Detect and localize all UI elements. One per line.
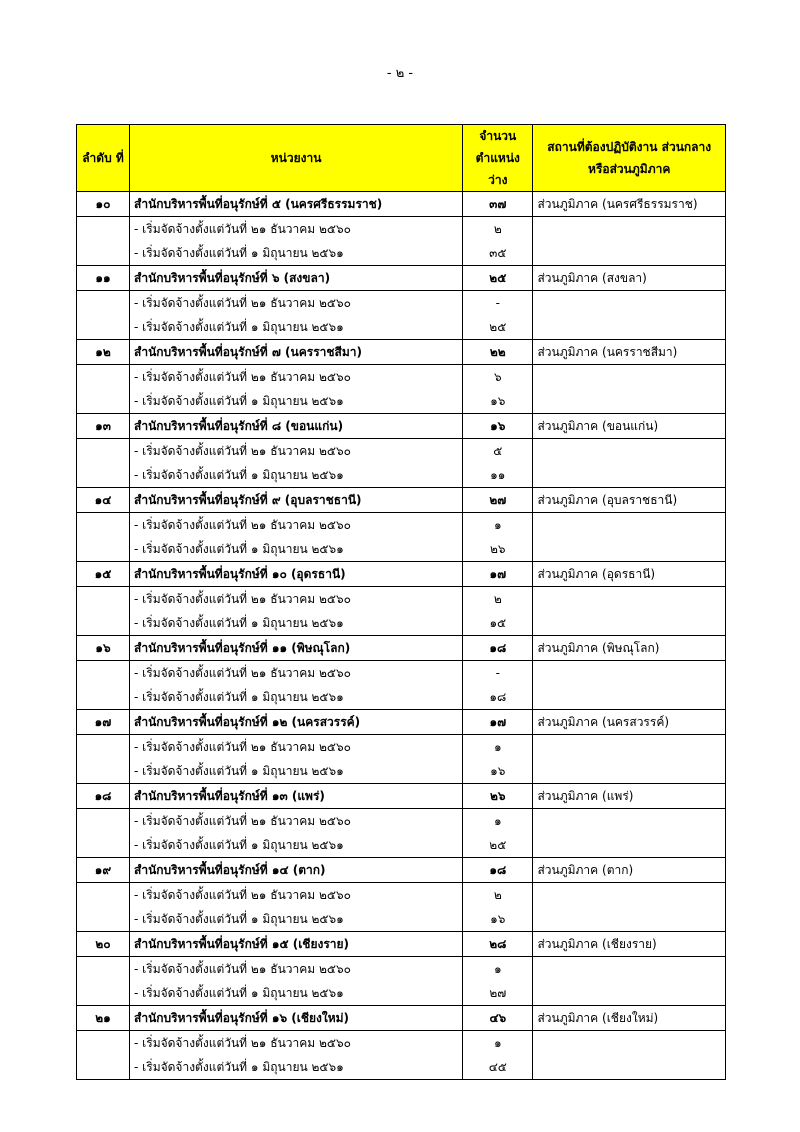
unit-name: สำนักบริหารพื้นที่อนุรักษ์ที่ ๕ (นครศรีธรรมราช) xyxy=(130,192,463,217)
sub-item-start-dec: - เริ่มจัดจ้างตั้งแต่วันที่ ๒๑ ธันวาคม ๒๕๖๐ xyxy=(130,661,463,686)
empty-cell xyxy=(533,809,726,834)
empty-cell xyxy=(77,833,130,858)
sub-item-start-dec: - เริ่มจัดจ้างตั้งแต่วันที่ ๒๑ ธันวาคม ๒๕๖๐ xyxy=(130,365,463,390)
empty-cell xyxy=(533,439,726,464)
work-location: ส่วนภูมิภาค (เชียงราย) xyxy=(533,932,726,957)
sub-count-dec: ๑ xyxy=(463,513,533,538)
table-row xyxy=(77,463,726,488)
sub-item-start-dec: - เริ่มจัดจ้างตั้งแต่วันที่ ๒๑ ธันวาคม ๒๕๖๐ xyxy=(130,587,463,612)
unit-name: สำนักบริหารพื้นที่อนุรักษ์ที่ ๙ (อุบลราชธานี) xyxy=(130,488,463,513)
sub-count-jun: ๑๘ xyxy=(463,685,533,710)
sub-item-start-jun: - เริ่มจัดจ้างตั้งแต่วันที่ ๑ มิถุนายน ๒๕๖๑ xyxy=(130,315,463,340)
empty-cell xyxy=(533,291,726,316)
empty-cell xyxy=(533,981,726,1006)
sub-count-dec: ๑ xyxy=(463,1031,533,1056)
row-number: ๑๘ xyxy=(77,784,130,809)
work-location: ส่วนภูมิภาค (เชียงใหม่) xyxy=(533,1006,726,1031)
work-location: ส่วนภูมิภาค (นครราชสีมา) xyxy=(533,340,726,365)
table-row xyxy=(77,735,726,760)
unit-name: สำนักบริหารพื้นที่อนุรักษ์ที่ ๘ (ขอนแก่น) xyxy=(130,414,463,439)
vacancy-count: ๒๕ xyxy=(463,266,533,291)
empty-cell xyxy=(533,365,726,390)
sub-item-start-jun: - เริ่มจัดจ้างตั้งแต่วันที่ ๑ มิถุนายน ๒๕๖๑ xyxy=(130,611,463,636)
sub-count-dec: ๕ xyxy=(463,439,533,464)
row-number: ๑๙ xyxy=(77,858,130,883)
empty-cell xyxy=(77,907,130,932)
vacancy-count: ๒๗ xyxy=(463,488,533,513)
table-row xyxy=(77,389,726,414)
work-location: ส่วนภูมิภาค (พิษณุโลก) xyxy=(533,636,726,661)
empty-cell xyxy=(77,981,130,1006)
empty-cell xyxy=(77,1055,130,1080)
table-row xyxy=(77,907,726,932)
table-row xyxy=(77,241,726,266)
sub-count-dec: ๑ xyxy=(463,735,533,760)
unit-name: สำนักบริหารพื้นที่อนุรักษ์ที่ ๗ (นครราชสีมา) xyxy=(130,340,463,365)
vacancy-count: ๑๗ xyxy=(463,710,533,735)
table-row xyxy=(77,192,726,217)
row-number: ๑๔ xyxy=(77,488,130,513)
table-row xyxy=(77,957,726,982)
work-location: ส่วนภูมิภาค (นครศรีธรรมราช) xyxy=(533,192,726,217)
sub-item-start-jun: - เริ่มจัดจ้างตั้งแต่วันที่ ๑ มิถุนายน ๒๕๖๑ xyxy=(130,981,463,1006)
empty-cell xyxy=(77,611,130,636)
sub-item-start-dec: - เริ่มจัดจ้างตั้งแต่วันที่ ๒๑ ธันวาคม ๒๕๖๐ xyxy=(130,513,463,538)
empty-cell xyxy=(77,365,130,390)
work-location: ส่วนภูมิภาค (อุดรธานี) xyxy=(533,562,726,587)
table-row xyxy=(77,611,726,636)
table-row xyxy=(77,587,726,612)
empty-cell xyxy=(533,907,726,932)
vacancy-count: ๑๗ xyxy=(463,562,533,587)
table-row xyxy=(77,1006,726,1031)
empty-cell xyxy=(77,389,130,414)
header-location: สถานที่ต้องปฏิบัติงาน ส่วนกลางหรือส่วนภูมิภาค xyxy=(533,125,726,192)
empty-cell xyxy=(77,735,130,760)
table-row xyxy=(77,266,726,291)
unit-name: สำนักบริหารพื้นที่อนุรักษ์ที่ ๖ (สงขลา) xyxy=(130,266,463,291)
empty-cell xyxy=(77,537,130,562)
sub-count-jun: ๒๗ xyxy=(463,981,533,1006)
sub-count-jun: ๑๕ xyxy=(463,611,533,636)
unit-name: สำนักบริหารพื้นที่อนุรักษ์ที่ ๑๕ (เชียงราย) xyxy=(130,932,463,957)
table-row xyxy=(77,685,726,710)
empty-cell xyxy=(77,957,130,982)
sub-item-start-jun: - เริ่มจัดจ้างตั้งแต่วันที่ ๑ มิถุนายน ๒๕๖๑ xyxy=(130,1055,463,1080)
empty-cell xyxy=(533,685,726,710)
empty-cell xyxy=(533,957,726,982)
empty-cell xyxy=(533,513,726,538)
vacancy-table xyxy=(76,124,726,1080)
sub-count-jun: ๑๖ xyxy=(463,389,533,414)
empty-cell xyxy=(533,661,726,686)
empty-cell xyxy=(77,661,130,686)
table-row xyxy=(77,784,726,809)
row-number: ๑๗ xyxy=(77,710,130,735)
empty-cell xyxy=(533,1031,726,1056)
table-row xyxy=(77,414,726,439)
sub-count-dec: ๖ xyxy=(463,365,533,390)
empty-cell xyxy=(77,463,130,488)
table-header-row xyxy=(77,125,726,192)
sub-count-jun: ๓๕ xyxy=(463,241,533,266)
unit-name: สำนักบริหารพื้นที่อนุรักษ์ที่ ๑๑ (พิษณุโลก) xyxy=(130,636,463,661)
work-location: ส่วนภูมิภาค (นครสวรรค์) xyxy=(533,710,726,735)
sub-count-jun: ๒๖ xyxy=(463,537,533,562)
empty-cell xyxy=(533,833,726,858)
header-no: ลำดับ ที่ xyxy=(77,125,130,192)
table-row xyxy=(77,661,726,686)
table-row xyxy=(77,562,726,587)
sub-item-start-dec: - เริ่มจัดจ้างตั้งแต่วันที่ ๒๑ ธันวาคม ๒๕๖๐ xyxy=(130,957,463,982)
table-row xyxy=(77,291,726,316)
unit-name: สำนักบริหารพื้นที่อนุรักษ์ที่ ๑๒ (นครสวรรค์) xyxy=(130,710,463,735)
empty-cell xyxy=(533,217,726,242)
vacancy-count: ๓๗ xyxy=(463,192,533,217)
empty-cell xyxy=(77,513,130,538)
row-number: ๑๕ xyxy=(77,562,130,587)
sub-count-dec: ๒ xyxy=(463,587,533,612)
empty-cell xyxy=(77,685,130,710)
row-number: ๑๑ xyxy=(77,266,130,291)
empty-cell xyxy=(533,389,726,414)
sub-count-dec: ๒ xyxy=(463,217,533,242)
sub-item-start-dec: - เริ่มจัดจ้างตั้งแต่วันที่ ๒๑ ธันวาคม ๒๕๖๐ xyxy=(130,439,463,464)
sub-count-dec: - xyxy=(463,291,533,316)
empty-cell xyxy=(77,315,130,340)
row-number: ๑๐ xyxy=(77,192,130,217)
table-row xyxy=(77,1055,726,1080)
table-row xyxy=(77,981,726,1006)
empty-cell xyxy=(77,1031,130,1056)
sub-item-start-jun: - เริ่มจัดจ้างตั้งแต่วันที่ ๑ มิถุนายน ๒๕๖๑ xyxy=(130,833,463,858)
vacancy-count: ๒๖ xyxy=(463,784,533,809)
table-row xyxy=(77,636,726,661)
sub-count-dec: ๑ xyxy=(463,957,533,982)
empty-cell xyxy=(533,537,726,562)
unit-name: สำนักบริหารพื้นที่อนุรักษ์ที่ ๑๓ (แพร่) xyxy=(130,784,463,809)
unit-name: สำนักบริหารพื้นที่อนุรักษ์ที่ ๑๔ (ตาก) xyxy=(130,858,463,883)
empty-cell xyxy=(533,315,726,340)
empty-cell xyxy=(533,587,726,612)
table-row xyxy=(77,1031,726,1056)
table-row xyxy=(77,365,726,390)
table-row xyxy=(77,710,726,735)
sub-item-start-dec: - เริ่มจัดจ้างตั้งแต่วันที่ ๒๑ ธันวาคม ๒๕๖๐ xyxy=(130,291,463,316)
sub-item-start-jun: - เริ่มจัดจ้างตั้งแต่วันที่ ๑ มิถุนายน ๒๕๖๑ xyxy=(130,463,463,488)
work-location: ส่วนภูมิภาค (แพร่) xyxy=(533,784,726,809)
empty-cell xyxy=(533,1055,726,1080)
vacancy-count: ๑๖ xyxy=(463,414,533,439)
vacancy-count: ๑๘ xyxy=(463,858,533,883)
sub-item-start-dec: - เริ่มจัดจ้างตั้งแต่วันที่ ๒๑ ธันวาคม ๒๕๖๐ xyxy=(130,735,463,760)
sub-item-start-dec: - เริ่มจัดจ้างตั้งแต่วันที่ ๒๑ ธันวาคม ๒๕๖๐ xyxy=(130,809,463,834)
empty-cell xyxy=(533,883,726,908)
sub-item-start-jun: - เริ่มจัดจ้างตั้งแต่วันที่ ๑ มิถุนายน ๒๕๖๑ xyxy=(130,537,463,562)
sub-item-start-jun: - เริ่มจัดจ้างตั้งแต่วันที่ ๑ มิถุนายน ๒๕๖๑ xyxy=(130,389,463,414)
table-row xyxy=(77,340,726,365)
sub-count-jun: ๒๕ xyxy=(463,833,533,858)
sub-count-jun: ๑๑ xyxy=(463,463,533,488)
empty-cell xyxy=(533,463,726,488)
sub-item-start-jun: - เริ่มจัดจ้างตั้งแต่วันที่ ๑ มิถุนายน ๒๕๖๑ xyxy=(130,241,463,266)
empty-cell xyxy=(77,241,130,266)
empty-cell xyxy=(533,735,726,760)
table-row xyxy=(77,759,726,784)
sub-count-dec: ๑ xyxy=(463,809,533,834)
table-row xyxy=(77,883,726,908)
work-location: ส่วนภูมิภาค (ตาก) xyxy=(533,858,726,883)
row-number: ๒๑ xyxy=(77,1006,130,1031)
sub-count-jun: ๑๖ xyxy=(463,907,533,932)
work-location: ส่วนภูมิภาค (ขอนแก่น) xyxy=(533,414,726,439)
sub-item-start-jun: - เริ่มจัดจ้างตั้งแต่วันที่ ๑ มิถุนายน ๒๕๖๑ xyxy=(130,759,463,784)
table-row xyxy=(77,858,726,883)
empty-cell xyxy=(77,217,130,242)
sub-count-dec: ๒ xyxy=(463,883,533,908)
empty-cell xyxy=(533,241,726,266)
sub-count-dec: - xyxy=(463,661,533,686)
header-unit: หน่วยงาน xyxy=(130,125,463,192)
vacancy-count: ๒๘ xyxy=(463,932,533,957)
table-row xyxy=(77,537,726,562)
empty-cell xyxy=(77,759,130,784)
vacancy-count: ๔๖ xyxy=(463,1006,533,1031)
sub-count-jun: ๔๕ xyxy=(463,1055,533,1080)
header-count: จำนวน ตำแหน่งว่าง xyxy=(463,125,533,192)
table-row xyxy=(77,932,726,957)
table-row xyxy=(77,315,726,340)
empty-cell xyxy=(77,883,130,908)
sub-item-start-jun: - เริ่มจัดจ้างตั้งแต่วันที่ ๑ มิถุนายน ๒๕๖๑ xyxy=(130,907,463,932)
unit-name: สำนักบริหารพื้นที่อนุรักษ์ที่ ๑๖ (เชียงใหม่) xyxy=(130,1006,463,1031)
row-number: ๒๐ xyxy=(77,932,130,957)
empty-cell xyxy=(533,611,726,636)
sub-item-start-dec: - เริ่มจัดจ้างตั้งแต่วันที่ ๒๑ ธันวาคม ๒๕๖๐ xyxy=(130,217,463,242)
vacancy-count: ๑๘ xyxy=(463,636,533,661)
table-row xyxy=(77,809,726,834)
vacancy-count: ๒๒ xyxy=(463,340,533,365)
row-number: ๑๓ xyxy=(77,414,130,439)
sub-count-jun: ๑๖ xyxy=(463,759,533,784)
page-number: - ๒ - xyxy=(386,66,414,81)
row-number: ๑๒ xyxy=(77,340,130,365)
empty-cell xyxy=(77,587,130,612)
sub-count-jun: ๒๕ xyxy=(463,315,533,340)
row-number: ๑๖ xyxy=(77,636,130,661)
work-location: ส่วนภูมิภาค (สงขลา) xyxy=(533,266,726,291)
empty-cell xyxy=(77,809,130,834)
empty-cell xyxy=(77,291,130,316)
table-row xyxy=(77,439,726,464)
table-row xyxy=(77,488,726,513)
work-location: ส่วนภูมิภาค (อุบลราชธานี) xyxy=(533,488,726,513)
table-body xyxy=(77,192,726,1080)
sub-item-start-dec: - เริ่มจัดจ้างตั้งแต่วันที่ ๒๑ ธันวาคม ๒๕๖๐ xyxy=(130,883,463,908)
empty-cell xyxy=(77,439,130,464)
table-row xyxy=(77,217,726,242)
empty-cell xyxy=(533,759,726,784)
table-row xyxy=(77,513,726,538)
table-row xyxy=(77,833,726,858)
unit-name: สำนักบริหารพื้นที่อนุรักษ์ที่ ๑๐ (อุดรธานี) xyxy=(130,562,463,587)
sub-item-start-dec: - เริ่มจัดจ้างตั้งแต่วันที่ ๒๑ ธันวาคม ๒๕๖๐ xyxy=(130,1031,463,1056)
sub-item-start-jun: - เริ่มจัดจ้างตั้งแต่วันที่ ๑ มิถุนายน ๒๕๖๑ xyxy=(130,685,463,710)
